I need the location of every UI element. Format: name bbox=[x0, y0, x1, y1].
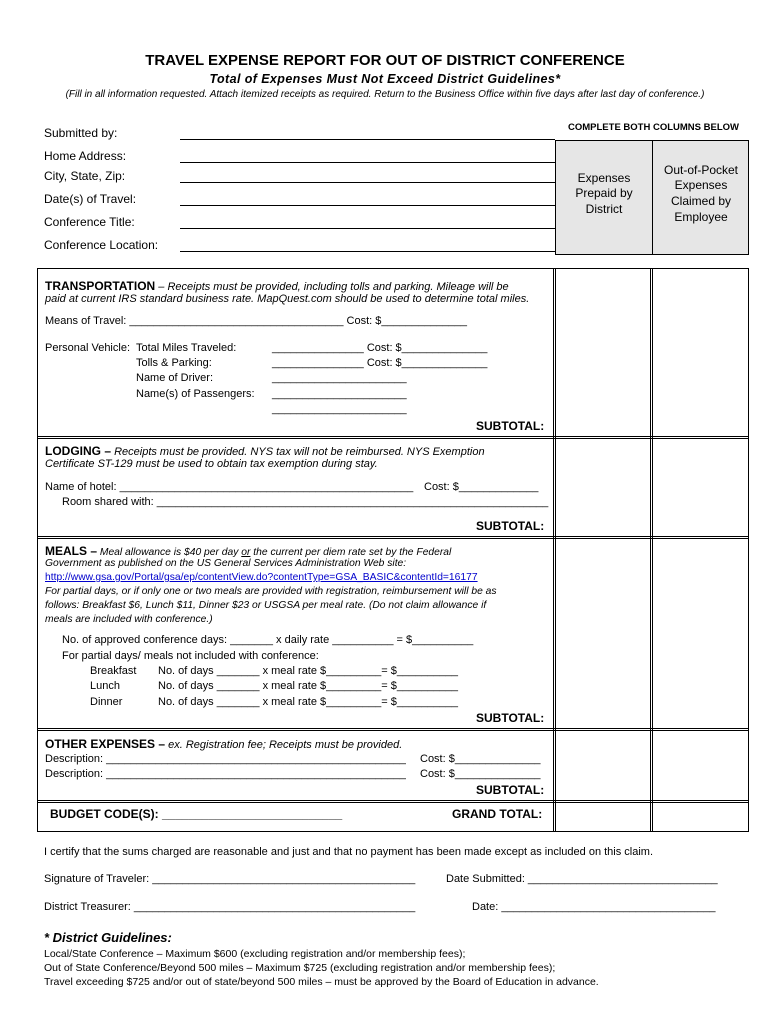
approved-days-field[interactable]: No. of approved conference days: _______ x daily rate __________ = $__________ bbox=[62, 634, 474, 646]
lodging-desc1: Receipts must be provided. NYS tax will not be reimbursed. NYS Exemption bbox=[111, 446, 485, 458]
conference-location-label: Conference Location: bbox=[44, 238, 159, 252]
divider bbox=[37, 538, 749, 539]
transportation-desc1: – Receipts must be provided, including tolls and parking. Mileage will be bbox=[155, 281, 509, 293]
other-subtotal-label: SUBTOTAL: bbox=[476, 783, 545, 797]
column-divider bbox=[652, 140, 653, 255]
form-title: TRAVEL EXPENSE REPORT FOR OUT OF DISTRICT CONFERENCE bbox=[145, 52, 625, 69]
transportation-subtotal-label: SUBTOTAL: bbox=[476, 419, 545, 433]
col-prepaid-header: Expenses Prepaid by District bbox=[575, 170, 633, 216]
lunch-row-field[interactable]: No. of days _______ x meal rate $_________= $__________ bbox=[158, 680, 458, 692]
divider bbox=[37, 438, 749, 439]
room-shared-field[interactable]: Room shared with: ________________________________________________________________ bbox=[62, 496, 549, 508]
meals-desc-line5: meals are included with conference.) bbox=[45, 614, 213, 625]
guidelines-title: * District Guidelines: bbox=[44, 930, 172, 945]
other-cost-field-1[interactable]: Cost: $______________ bbox=[420, 753, 541, 765]
partial-days-label: For partial days/ meals not included with conference: bbox=[62, 650, 319, 662]
city-state-zip-label: City, State, Zip: bbox=[44, 169, 126, 183]
other-desc: ex. Registration fee; Receipts must be provided. bbox=[165, 739, 403, 751]
breakfast-label: Breakfast bbox=[90, 665, 137, 677]
lodging-subtotal-label: SUBTOTAL: bbox=[476, 519, 545, 533]
complete-both-note: COMPLETE BOTH COLUMNS BELOW bbox=[568, 122, 739, 133]
submitted-by-field[interactable] bbox=[180, 139, 555, 140]
passengers-field-2[interactable]: ______________________ bbox=[272, 403, 407, 415]
lodging-desc-line2: Certificate ST-129 must be used to obtain tax exemption during stay. bbox=[45, 458, 378, 470]
form-subtitle: Total of Expenses Must Not Exceed District Guidelines* bbox=[209, 72, 561, 86]
meals-subtotal-label: SUBTOTAL: bbox=[476, 711, 545, 725]
date-submitted-field[interactable]: Date Submitted: _______________________________ bbox=[446, 873, 718, 885]
city-state-zip-field[interactable] bbox=[180, 182, 555, 183]
driver-name-label: Name of Driver: bbox=[136, 372, 214, 384]
conference-location-field[interactable] bbox=[180, 251, 555, 252]
traveler-signature-field[interactable]: Signature of Traveler: ___________________________________________ bbox=[44, 873, 416, 885]
budget-code-field[interactable]: BUDGET CODE(S): ___________________________ bbox=[50, 807, 343, 821]
meals-desc1b: or bbox=[241, 547, 251, 558]
divider bbox=[37, 728, 749, 729]
divider bbox=[37, 802, 749, 803]
other-heading: OTHER EXPENSES – bbox=[45, 737, 166, 751]
divider bbox=[37, 436, 749, 437]
home-address-field[interactable] bbox=[180, 162, 555, 163]
dinner-label: Dinner bbox=[90, 696, 123, 708]
prepaid-column-line-2 bbox=[555, 268, 556, 832]
driver-name-field[interactable]: ______________________ bbox=[272, 372, 407, 384]
meals-desc-line4: follows: Breakfast $6, Lunch $11, Dinner $23 or USGSA per meal rate. (Do not claim allowance if bbox=[45, 600, 487, 611]
gsa-link[interactable]: http://www.gsa.gov/Portal/gsa/ep/contentView.do?contentType=GSA_BASIC&contentId=16177 bbox=[45, 572, 478, 583]
tolls-parking-field[interactable]: _______________ Cost: $______________ bbox=[272, 357, 488, 369]
transportation-desc-line1 bbox=[45, 279, 509, 293]
guideline-local: Local/State Conference – Maximum $600 (excluding registration and/or membership fees); bbox=[44, 948, 466, 960]
other-description-field-2[interactable]: Description: _________________________________________________ bbox=[45, 768, 406, 780]
guideline-approval: Travel exceeding $725 and/or out of state/beyond 500 miles – must be approved by the Board of Education in advance. bbox=[44, 976, 599, 988]
conference-title-field[interactable] bbox=[180, 228, 555, 229]
meals-desc1c: the current per diem rate set by the Federal bbox=[250, 547, 452, 558]
total-miles-field[interactable]: _______________ Cost: $______________ bbox=[272, 342, 488, 354]
tolls-parking-label: Tolls & Parking: bbox=[136, 357, 212, 369]
certification-text: I certify that the sums charged are reasonable and just and that no payment has been made except as included on this claim. bbox=[44, 846, 654, 858]
personal-vehicle-label: Personal Vehicle: bbox=[45, 342, 130, 354]
transportation-heading: TRANSPORTATION bbox=[45, 279, 156, 293]
breakfast-row-field[interactable]: No. of days _______ x meal rate $_________= $__________ bbox=[158, 665, 458, 677]
divider bbox=[37, 730, 749, 731]
meals-desc-line3: For partial days, or if only one or two meals are provided with registration, reimbursement will be as bbox=[45, 586, 497, 597]
hotel-cost-field[interactable]: Cost: $_____________ bbox=[424, 481, 539, 493]
lodging-desc-line1 bbox=[45, 444, 485, 458]
meals-desc-line2: Government as published on the US General Services Administration Web site: bbox=[45, 558, 407, 569]
hotel-name-field[interactable]: Name of hotel: ________________________________________________ bbox=[45, 481, 414, 493]
total-miles-label: Total Miles Traveled: bbox=[136, 342, 237, 354]
divider bbox=[37, 800, 749, 801]
col-oop-header: Out-of-Pocket Expenses Claimed by Employee bbox=[663, 162, 739, 224]
home-address-label: Home Address: bbox=[44, 149, 127, 163]
district-treasurer-field[interactable]: District Treasurer: ______________________________________________ bbox=[44, 901, 416, 913]
lodging-heading: LODGING – bbox=[45, 444, 112, 458]
guideline-out-of-state: Out of State Conference/Beyond 500 miles – Maximum $725 (excluding registration and/or membership fees); bbox=[44, 962, 556, 974]
other-cost-field-2[interactable]: Cost: $______________ bbox=[420, 768, 541, 780]
meals-desc-line1 bbox=[45, 544, 451, 558]
meals-heading: MEALS – bbox=[45, 544, 98, 558]
passengers-field-1[interactable]: ______________________ bbox=[272, 388, 407, 400]
conference-title-label: Conference Title: bbox=[44, 215, 135, 229]
travel-dates-field[interactable] bbox=[180, 205, 555, 206]
means-of-travel-field[interactable]: Means of Travel: ___________________________________ Cost: $______________ bbox=[45, 315, 468, 327]
oop-column-line bbox=[650, 268, 651, 832]
meals-desc1a: Meal allowance is $40 per day bbox=[97, 547, 242, 558]
lunch-label: Lunch bbox=[90, 680, 120, 692]
dinner-row-field[interactable]: No. of days _______ x meal rate $_________= $__________ bbox=[158, 696, 458, 708]
grand-total-label: GRAND TOTAL: bbox=[452, 807, 543, 821]
passengers-label: Name(s) of Passengers: bbox=[136, 388, 255, 400]
transportation-desc-line2: paid at current IRS standard business rate. MapQuest.com should be used to determine total miles. bbox=[45, 293, 530, 305]
prepaid-column-line bbox=[553, 268, 554, 832]
other-description-field-1[interactable]: Description: _________________________________________________ bbox=[45, 753, 406, 765]
instructions: (Fill in all information requested. Attach itemized receipts as required. Return to the Business Office within five days after last day of conference.) bbox=[65, 89, 705, 100]
oop-column-line-2 bbox=[652, 268, 653, 832]
divider bbox=[37, 536, 749, 537]
submitted-by-label: Submitted by: bbox=[44, 126, 118, 140]
other-desc-line bbox=[45, 737, 402, 751]
treasurer-date-field[interactable]: Date: ___________________________________ bbox=[472, 901, 716, 913]
travel-dates-label: Date(s) of Travel: bbox=[44, 192, 137, 206]
